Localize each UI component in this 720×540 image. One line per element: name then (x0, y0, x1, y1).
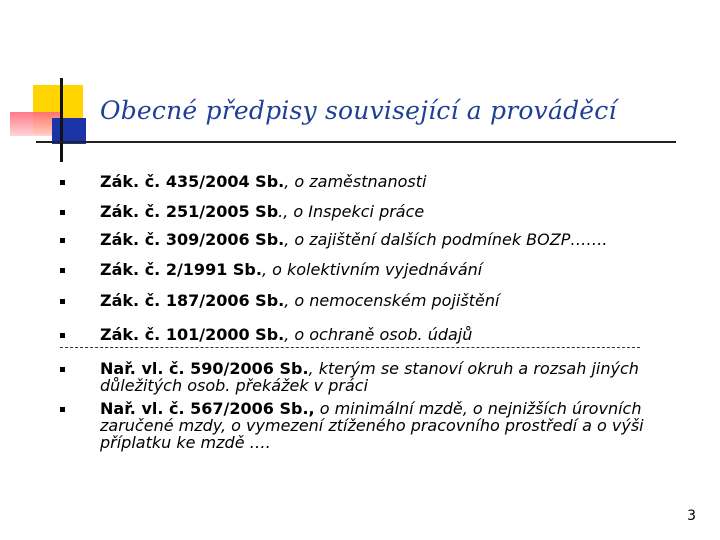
law-reference: Zák. č. 435/2004 Sb. (100, 172, 285, 191)
law-description: , o kolektivním vyjednávání (261, 260, 483, 279)
bullet-icon (60, 407, 65, 412)
bullet-icon (60, 268, 65, 273)
law-description: o minimální mzdě, o nejnižších úrovních zaručené mzdy, o vymezení ztíženého pracovního prostředí a o výši příplatku ke mzdě …. (100, 399, 644, 452)
law-reference: Nař. vl. č. 567/2006 Sb., (100, 399, 315, 418)
law-description: , o nemocenském pojištění (284, 291, 500, 310)
bullet-icon (60, 299, 65, 304)
law-reference: Zák. č. 309/2006 Sb. (100, 230, 285, 249)
law-reference: Zák. č. 187/2006 Sb. (100, 291, 285, 310)
bullet-icon (60, 333, 65, 338)
law-description: , o ochraně osob. údajů (284, 325, 473, 344)
bullet-icon (60, 210, 65, 215)
law-reference: Zák. č. 2/1991 Sb. (100, 260, 262, 279)
dashed-divider (60, 347, 640, 348)
bullet-icon (60, 238, 65, 243)
law-reference: Zák. č. 101/2000 Sb. (100, 325, 285, 344)
bullet-icon (60, 180, 65, 185)
law-reference: Nař. vl. č. 590/2006 Sb. (100, 359, 309, 378)
law-reference: Zák. č. 251/2005 Sb (100, 202, 279, 221)
decor-vertical-line (60, 78, 63, 162)
slide-title: Obecné předpisy související a prováděcí (100, 96, 617, 125)
law-description: , o zaměstnanosti (284, 172, 427, 191)
law-description: ., o Inspekci práce (278, 202, 425, 221)
law-description: , o zajištění dalších podmínek BOZP……. (284, 230, 608, 249)
title-underline (36, 141, 676, 143)
page-number: 3 (687, 508, 696, 524)
bullet-icon (60, 367, 65, 372)
law-description: , kterým se stanoví okruh a rozsah jiných důležitých osob. překážek v práci (100, 359, 639, 395)
